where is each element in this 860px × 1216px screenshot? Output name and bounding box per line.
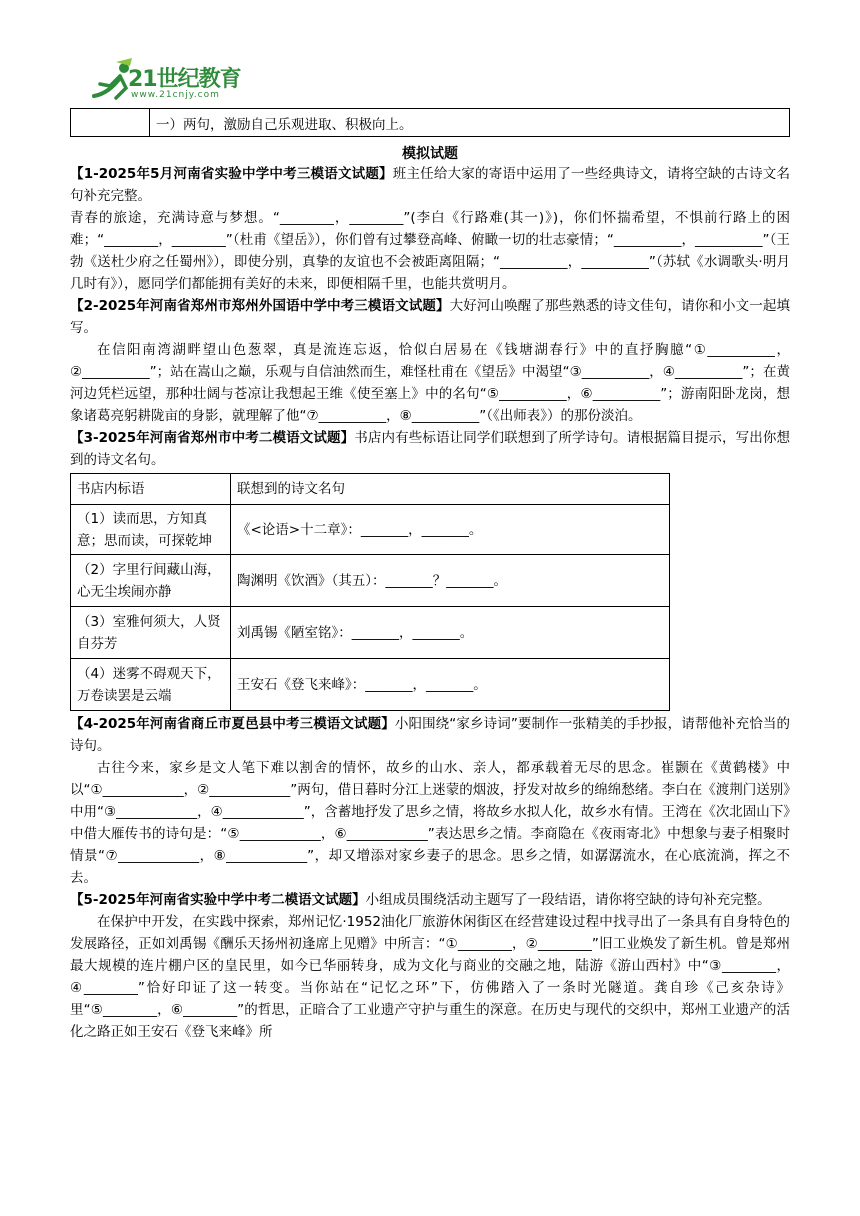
question-1-source: 【1-2025年5月河南省实验中学中考三模语文试题】	[70, 166, 393, 182]
table-cell: 一）两句，激励自己乐观进取、积极向上。	[150, 109, 790, 137]
question-3-source: 【3-2025年河南省郑州市中考二模语文试题】	[70, 430, 355, 446]
table-header-row	[71, 474, 670, 505]
question-5-intro: 小组成员围绕活动主题写了一段结语，请你将空缺的诗句补充完整。	[365, 892, 771, 908]
question-4-prompt	[70, 713, 790, 757]
table-cell: （1）读而思，方知真意；思而读，可探乾坤	[71, 505, 231, 555]
question-2-source: 【2-2025年河南省郑州市郑州外国语中学中考三模语文试题】	[70, 298, 450, 314]
column-header: 联想到的诗文名句	[231, 474, 670, 505]
question-1-prompt	[70, 163, 790, 207]
table-row	[71, 109, 790, 137]
table-cell: （3）室雅何须大，人贤自芬芳	[71, 607, 231, 659]
table-cell: （4）迷雾不碍观天下，万卷读罢是云端	[71, 659, 231, 711]
section-title: 模拟试题	[402, 146, 458, 162]
table-cell: 《<论语>十二章》：_______，_______。	[231, 505, 670, 555]
table-cell: （2）字里行间藏山海，心无尘埃闹亦静	[71, 555, 231, 607]
question-2-body: 在信阳南湾湖畔望山色葱翠，真是流连忘返，恰似白居易在《钱塘湖春行》中的直抒胸臆“①__________，②__________”；站在嵩山之巅，乐观与自信油然而生，难怪杜甫在《望岳》中渴望“③__________，④__________”；在黄河边凭栏远望，那种壮阔与苍凉让我想起王维《使至塞上》中的名句“⑤__________，⑥__________”；游南阳卧龙岗，想象诸葛亮躬耕陇亩的身影，就理解了他“⑦__________，⑧__________”（《出师表》）的那份淡泊。	[70, 342, 790, 424]
question-3-intro: 书店内有些标语让同学们联想到了所学诗句。请根据篇目提示，写出你想到的诗文名句。	[70, 430, 790, 468]
question-2-prompt	[70, 295, 790, 339]
question-4-intro: 小阳围绕“家乡诗词”要制作一张精美的手抄报，请帮他补充恰当的诗句。	[70, 716, 790, 754]
column-header: 书店内标语	[71, 474, 231, 505]
table-cell: 刘禹锡《陋室铭》：_______，_______。	[231, 607, 670, 659]
question-2-intro: 大好河山唤醒了那些熟悉的诗文佳句，请你和小文一起填写。	[70, 298, 790, 336]
document-body	[70, 163, 790, 1043]
table-row	[71, 607, 670, 659]
table-row	[71, 659, 670, 711]
continuation-table	[70, 108, 790, 137]
question-1-intro: 班主任给大家的寄语中运用了一些经典诗文，请将空缺的古诗文名句补充完整。	[70, 166, 790, 204]
table-cell	[71, 109, 150, 137]
question-1-body: 青春的旅途，充满诗意与梦想。“________，________”(李白《行路难(其一)》)，你们怀揣希望，不惧前行路上的困难；“________，________”（杜甫《望岳》），你们曾有过攀登高峰、俯瞰一切的壮志豪情；“__________，__________”（王勃《送杜少府之任蜀州》），即使分别，真挚的友谊也不会被距离阻隔；“__________，__________”（苏轼《水调歌头·明月几时有》），愿同学们都能拥有美好的未来，即便相隔千里，也能共赏明月。	[70, 210, 790, 292]
question-3-prompt	[70, 427, 790, 471]
question-4-source: 【4-2025年河南省商丘市夏邑县中考三模语文试题】	[70, 716, 395, 732]
table-cell: 陶渊明《饮酒》（其五）：_______？_______。	[231, 555, 670, 607]
logo-text: 21世纪教育	[128, 67, 241, 92]
question-5-source: 【5-2025年河南省实验中学中考二模语文试题】	[70, 892, 366, 908]
logo-url: www.21cnjy.com	[131, 90, 220, 100]
question-5-body: 在保护中开发，在实践中探索，郑州记忆·1952油化厂旅游休闲街区在经营建设过程中找寻出了一条具有自身特色的发展路径，正如刘禹锡《酬乐天扬州初逢席上见赠》中所言：“①________，②________”旧工业焕发了新生机。曾是郑州最大规模的连片棚户区的皇民里，如今已华丽转身，成为文化与商业的交融之地，陆游《游山西村》中“③________，④________”恰好印证了这一转变。当你站在“记忆之环”下，仿佛踏入了一条时光隧道。龚自珍《己亥杂诗》里“⑤________，⑥________”的哲思，正暗合了工业遗产守护与重生的深意。在历史与现代的交织中，郑州工业遗产的活化之路正如王安石《登飞来峰》所	[70, 914, 790, 1040]
table-row	[71, 555, 670, 607]
bookstore-slogan-table	[70, 473, 670, 711]
question-5-prompt	[70, 889, 790, 911]
question-4-body: 古往今来，家乡是文人笔下难以割舍的情怀，故乡的山水、亲人，都承载着无尽的思念。崔颢在《黄鹤楼》中以“①____________，②____________”两句，借日暮时分江上迷蒙的烟波，抒发对故乡的绵绵愁绪。李白在《渡荆门送别》中用“③____________，④____________”，含蓄地抒发了思乡之情，将故乡水拟人化，故乡水有情。王湾在《次北固山下》中借大雁传书的诗句是：“⑤____________，⑥____________”表达思乡之情。李商隐在《夜雨寄北》中想象与妻子相聚时情景“⑦____________，⑧____________”，却又增添对家乡妻子的思念。思乡之情，如潺潺流水，在心底流淌，挥之不去。	[70, 760, 790, 886]
table-row	[71, 505, 670, 555]
table-cell: 王安石《登飞来峰》：_______，_______。	[231, 659, 670, 711]
